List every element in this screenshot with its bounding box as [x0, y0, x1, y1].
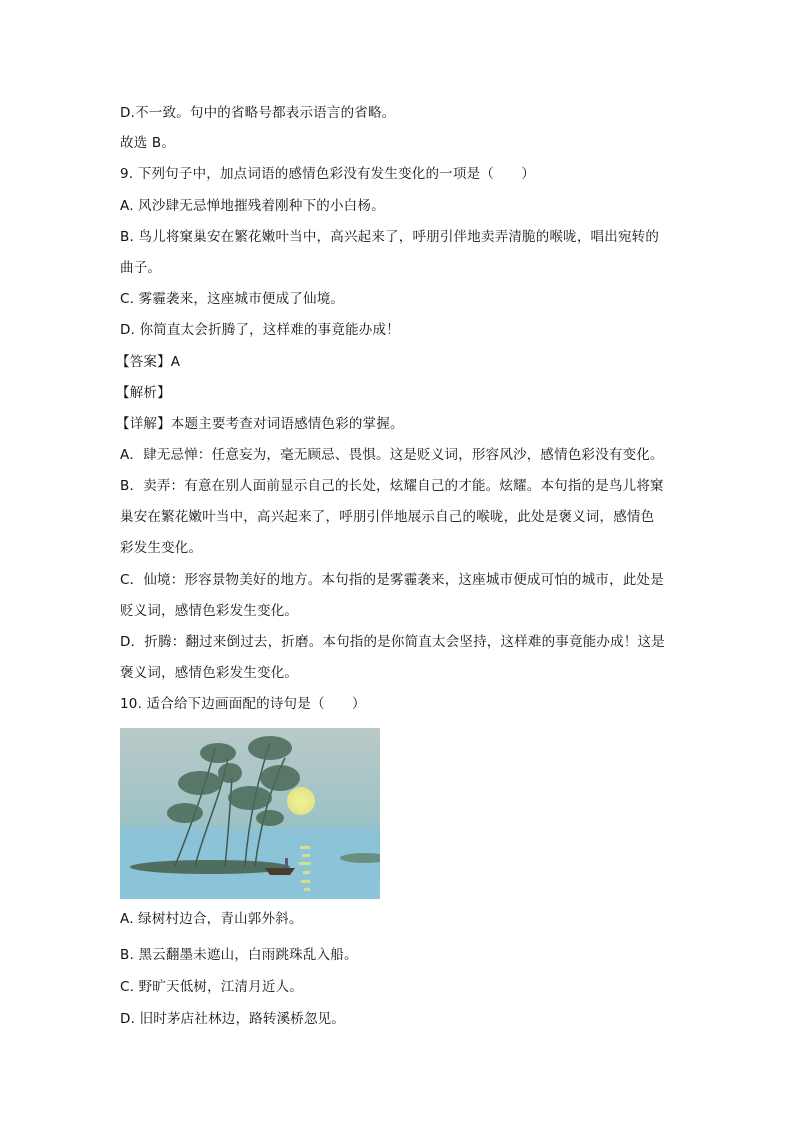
option-a: A. 绿树村边合，青山郭外斜。 — [120, 911, 303, 927]
detail-c: C．仙境：形容景物美好的地方。本句指的是雾霾袭来，这座城市便成可怕的城市，此处是 — [120, 572, 664, 588]
question-9: 9. 下列句子中，加点词语的感情色彩没有发生变化的一项是（ ） — [120, 166, 536, 182]
detail-d: D．折腾：翻过来倒过去，折磨。本句指的是你简直太会坚持，这样难的事竟能办成！这是 — [120, 634, 665, 650]
moon — [287, 787, 315, 815]
option-b: B. 黑云翻墨未遮山，白雨跳珠乱入船。 — [120, 947, 358, 963]
option-d: D. 旧时茅店社林边，路转溪桥忽见。 — [120, 1011, 346, 1027]
detail-b: B．卖弄：有意在别人面前显示自己的长处，炫耀自己的才能。炫耀。本句指的是鸟儿将窠 — [120, 478, 664, 494]
answer: 【答案】A — [116, 354, 181, 370]
text-line: D.不一致。句中的省略号都表示语言的省略。 — [120, 105, 396, 121]
option-d: D. 你简直太会折腾了，这样难的事竟能办成！ — [120, 322, 400, 338]
option-b-cont: 曲子。 — [120, 260, 162, 276]
option-c: C. 雾霾袭来，这座城市便成了仙境。 — [120, 291, 345, 307]
question-10: 10. 适合给下边画面配的诗句是（ ） — [120, 696, 366, 712]
analysis-heading: 【解析】 — [116, 385, 171, 401]
detail-b-cont: 彩发生变化。 — [120, 540, 203, 556]
text-line: 故选 B。 — [120, 135, 176, 151]
option-b: B. 鸟儿将窠巢安在繁花嫩叶当中，高兴起来了，呼朋引伴地卖弄清脆的喉咙，唱出宛转的 — [120, 229, 660, 245]
detail-b-cont: 巢安在繁花嫩叶当中，高兴起来了，呼朋引伴地展示自己的喉咙，此处是褒义词，感情色 — [120, 509, 655, 525]
boat — [265, 868, 295, 875]
detail: 【详解】本题主要考查对词语感情色彩的掌握。 — [116, 416, 404, 432]
option-a: A. 风沙肆无忌惮地摧残着刚种下的小白杨。 — [120, 198, 385, 214]
detail-a: A．肆无忌惮：任意妄为，毫无顾忌、畏惧。这是贬义词，形容风沙，感情色彩没有变化。 — [120, 447, 664, 463]
detail-c-cont: 贬义词，感情色彩发生变化。 — [120, 603, 299, 619]
painting-moonlit-river — [120, 728, 380, 899]
detail-d-cont: 褒义词，感情色彩发生变化。 — [120, 665, 299, 681]
option-c: C. 野旷天低树，江清月近人。 — [120, 979, 304, 995]
